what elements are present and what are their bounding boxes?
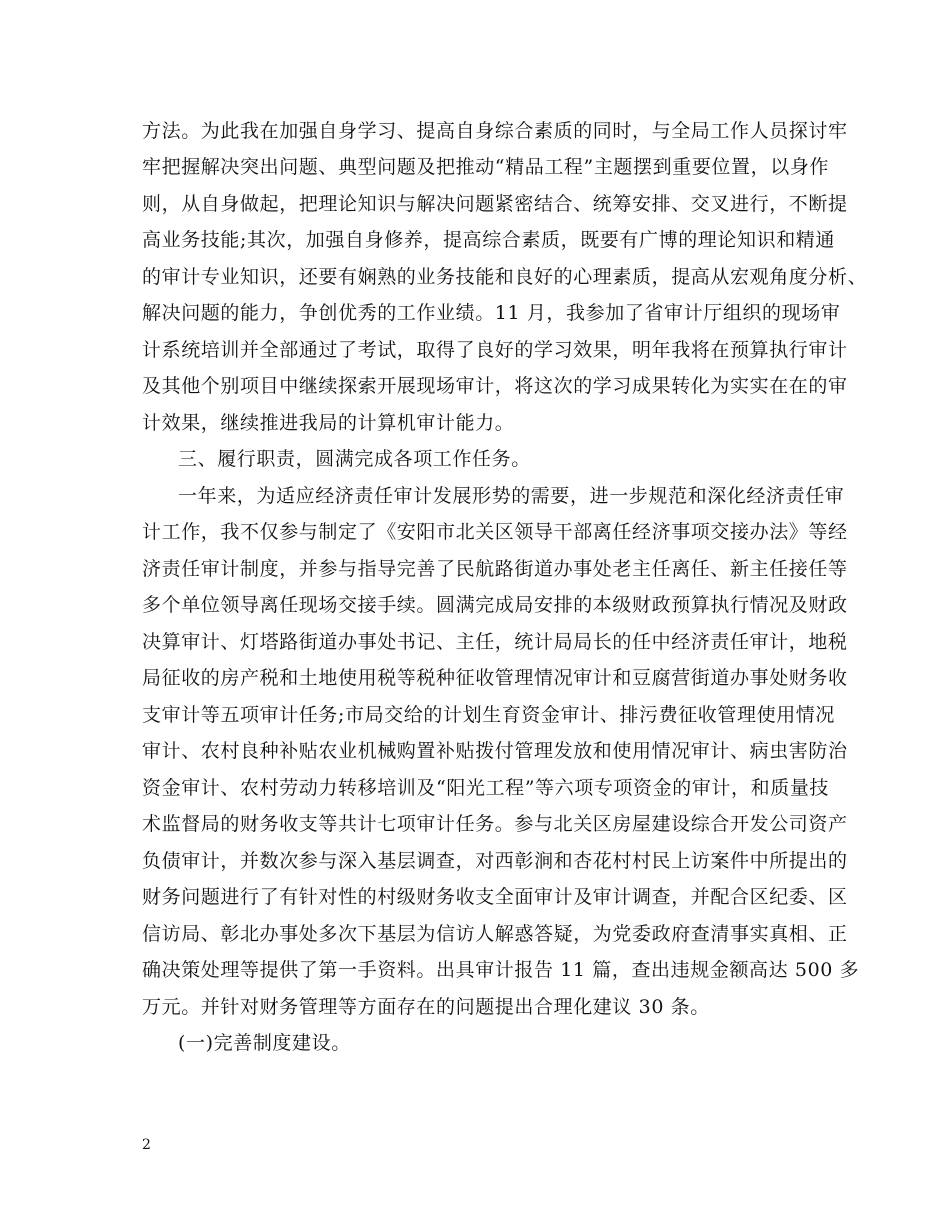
page-number: 2 bbox=[142, 1137, 151, 1153]
body-line-8: 及其他个别项目中继续探索开展现场审计，将这次的学习成果转化为实实在在的审 bbox=[142, 375, 848, 397]
body-line-4: 高业务技能;其次，加强自身修养，提高综合素质，既要有广博的理论知识和精通 bbox=[142, 229, 836, 251]
body-line-17: 支审计等五项审计任务;市局交给的计划生育资金审计、排污费征收管理使用情况 bbox=[142, 704, 836, 726]
body-line-20: 术监督局的财务收支等共计七项审计任务。参与北关区房屋建设综合开发公司资产 bbox=[142, 813, 848, 835]
body-line-6: 解决问题的能力，争创优秀的工作业绩。11 月，我参加了省审计厅组织的现场审 bbox=[142, 302, 841, 324]
body-line-18: 审计、农村良种补贴农业机械购置补贴拨付管理发放和使用情况审计、病虫害防治 bbox=[142, 740, 848, 762]
body-line-16: 局征收的房产税和土地使用税等税种征收管理情况审计和豆腐营街道办事处财务收 bbox=[142, 667, 848, 689]
body-line-7: 计系统培训并全部通过了考试，取得了良好的学习效果，明年我将在预算执行审计 bbox=[142, 339, 848, 361]
section-heading: 三、履行职责，圆满完成各项工作任务。 bbox=[178, 448, 531, 470]
body-line-13: 济责任审计制度，并参与指导完善了民航路街道办事处老主任离任、新主任接任等 bbox=[142, 558, 848, 580]
body-line-12: 计工作，我不仅参与制定了《安阳市北关区领导干部离任经济事项交接办法》等经 bbox=[142, 521, 848, 543]
body-line-15: 决算审计、灯塔路街道办事处书记、主任，统计局局长的任中经济责任审计，地税 bbox=[142, 631, 848, 653]
body-line-9: 计效果，继续推进我局的计算机审计能力。 bbox=[142, 412, 515, 434]
body-line-1: 方法。为此我在加强自身学习、提高自身综合素质的同时，与全局工作人员探讨牢 bbox=[142, 120, 848, 142]
body-line-23: 信访局、彰北办事处多次下基层为信访人解惑答疑，为党委政府查清事实真相、正 bbox=[142, 923, 848, 945]
body-line-19: 资金审计、农村劳动力转移培训及“阳光工程”等六项专项资金的审计，和质量技 bbox=[142, 777, 830, 799]
body-line-5: 的审计专业知识，还要有娴熟的业务技能和良好的心理素质，提高从宏观角度分析、 bbox=[142, 266, 868, 288]
body-line-11: 一年来，为适应经济责任审计发展形势的需要，进一步规范和深化经济责任审 bbox=[178, 485, 845, 507]
subsection-heading: (一)完善制度建设。 bbox=[178, 1032, 351, 1054]
body-line-21: 负债审计，并数次参与深入基层调查，对西彰涧和杏花村村民上访案件中所提出的 bbox=[142, 850, 848, 872]
body-line-2: 牢把握解决突出问题、典型问题及把推动“精品工程”主题摆到重要位置，以身作 bbox=[142, 156, 830, 178]
body-line-25: 万元。并针对财务管理等方面存在的问题提出合理化建议 30 条。 bbox=[142, 996, 710, 1018]
body-line-3: 则，从自身做起，把理论知识与解决问题紧密结合、统筹安排、交叉进行，不断提 bbox=[142, 193, 848, 215]
body-line-24: 确决策处理等提供了第一手资料。出具审计报告 11 篇，查出违规金额高达 500 多 bbox=[142, 959, 860, 981]
body-line-14: 多个单位领导离任现场交接手续。圆满完成局安排的本级财政预算执行情况及财政 bbox=[142, 594, 848, 616]
body-line-22: 财务问题进行了有针对性的村级财务收支全面审计及审计调查，并配合区纪委、区 bbox=[142, 886, 848, 908]
